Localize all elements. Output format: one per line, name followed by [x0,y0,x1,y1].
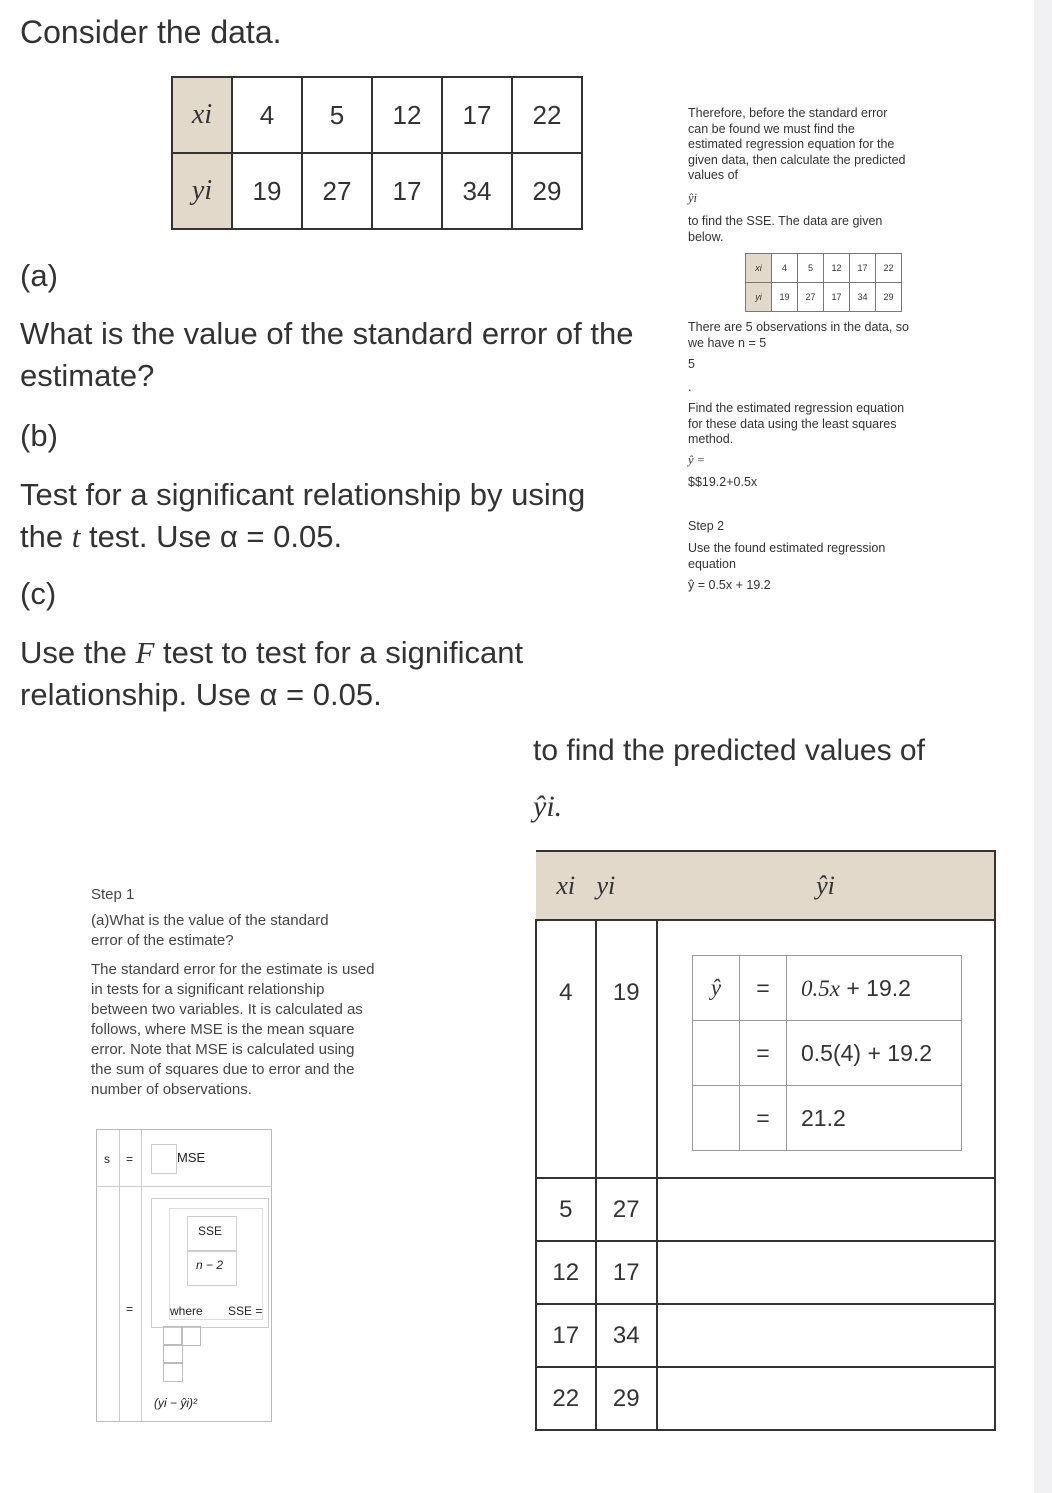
mini-x-value: 4 [772,254,798,283]
table-row [536,920,995,1178]
n-value: 5 [688,357,695,371]
step1-question: (a)What is the value of the standard error of the estimate? [91,912,329,949]
part-a-text: What is the value of the standard error of the estimate? [20,316,634,393]
x-value: 5 [302,77,372,153]
predicted-heading: to find the predicted values of [533,734,925,767]
part-b-label: (b) [20,418,58,453]
calc-eq: = [740,956,787,1021]
step2-text: Use the found estimated regression equation [688,541,886,571]
y-label: yi [172,153,232,229]
row-yhat [657,1304,995,1367]
table-row [536,1367,995,1430]
y-value: 29 [512,153,582,229]
row-yhat [657,1241,995,1304]
row-y: 29 [596,1367,657,1430]
step1-label: Step 1 [91,886,135,903]
step2-label: Step 2 [688,519,725,533]
formula-n-minus-2: n − 2 [196,1258,224,1272]
calc-line1: 0.5x + 19.2 [787,956,962,1021]
row-yhat [657,1178,995,1241]
calc-eq: = [740,1021,787,1086]
dot: . [688,380,692,394]
predicted-table [535,850,996,1431]
formula-eq2: = [126,1302,134,1316]
formula-sse: SSE [198,1224,223,1238]
part-a-label: (a) [20,258,58,293]
row-y: 27 [596,1178,657,1241]
scrollbar[interactable] [1034,0,1052,1493]
mini-x-value: 5 [798,254,824,283]
mini-y-value: 34 [850,283,876,312]
y-value: 19 [232,153,302,229]
row-y: 17 [596,1241,657,1304]
row-x: 12 [536,1241,596,1304]
step1-explanation: The standard error for the estimate is used in tests for a significant relationship between two variables. It is calculated as follows, where MSE is the mean square error. Note that MSE is calculated using the sum of squares due to error and the number of observations. [91,961,375,1098]
mini-x-value: 17 [850,254,876,283]
sqrt-box [151,1144,177,1174]
formula-sse-equals: SSE = [228,1304,263,1318]
row-y: 19 [596,920,657,1178]
mini-y-label: yi [746,283,772,312]
mini-y-value: 27 [798,283,824,312]
calc-line2: 0.5(4) + 19.2 [787,1021,962,1086]
x-value: 17 [442,77,512,153]
col-x-header: xi [536,851,596,920]
col-y-header: yi [596,851,657,920]
step2-equation: ŷ = 0.5x + 19.2 [688,578,771,592]
part-b-text: Test for a significant relationship by using the t test. Use α = 0.05. [20,477,586,554]
calc-table [692,955,962,1151]
row-x: 4 [536,920,596,1178]
y-value: 34 [442,153,512,229]
mini-y-value: 17 [824,283,850,312]
formula-where: where [170,1304,203,1318]
mini-x-value: 12 [824,254,850,283]
solution-intro: Therefore, before the standard error can be found we must find the estimated regression equation for the given data, then calculate the predicted values of [688,106,906,182]
formula-mse: MSE [177,1150,206,1165]
equation-answer: $$19.2+0.5x [688,475,758,489]
yhat-equals-label: ŷ = [688,453,706,467]
table-row [536,1304,995,1367]
sigma-box [163,1326,183,1346]
calc-yhat: ŷ [693,956,740,1021]
formula-s: s [104,1152,110,1166]
row-yhat [657,1367,995,1430]
data-table [171,76,583,230]
observations-text: There are 5 observations in the data, so we have n = 5 [688,320,909,350]
x-label: xi [172,77,232,153]
mini-y-value: 29 [876,283,902,312]
row-x: 5 [536,1178,596,1241]
y-value: 17 [372,153,442,229]
to-find-sse: to find the SSE. The data are given below. [688,214,883,244]
mini-y-value: 19 [772,283,798,312]
row-x: 17 [536,1304,596,1367]
x-value: 12 [372,77,442,153]
part-c-text: Use the F test to test for a significant relationship. Use α = 0.05. [20,635,524,712]
x-value: 4 [232,77,302,153]
predicted-heading-yhat: ŷi. [533,790,563,823]
calc-line3: 21.2 [787,1086,962,1151]
col-yhat-header: ŷi [657,851,995,920]
table-row [536,1178,995,1241]
mini-x-value: 22 [876,254,902,283]
formula-box [96,1129,272,1422]
formula-residual: (yi − ŷi)² [154,1396,197,1410]
y-value: 27 [302,153,372,229]
x-value: 22 [512,77,582,153]
calc-eq: = [740,1086,787,1151]
find-equation-text: Find the estimated regression equation for these data using the least squares method. [688,401,905,446]
mini-data-table [745,253,902,312]
part-c-label: (c) [20,576,57,611]
mini-x-label: xi [746,254,772,283]
row-y: 34 [596,1304,657,1367]
row-x: 22 [536,1367,596,1430]
table-row [536,1241,995,1304]
yhat-symbol: ŷi [688,191,698,205]
formula-eq1: = [126,1152,134,1166]
question-title: Consider the data. [20,14,282,50]
